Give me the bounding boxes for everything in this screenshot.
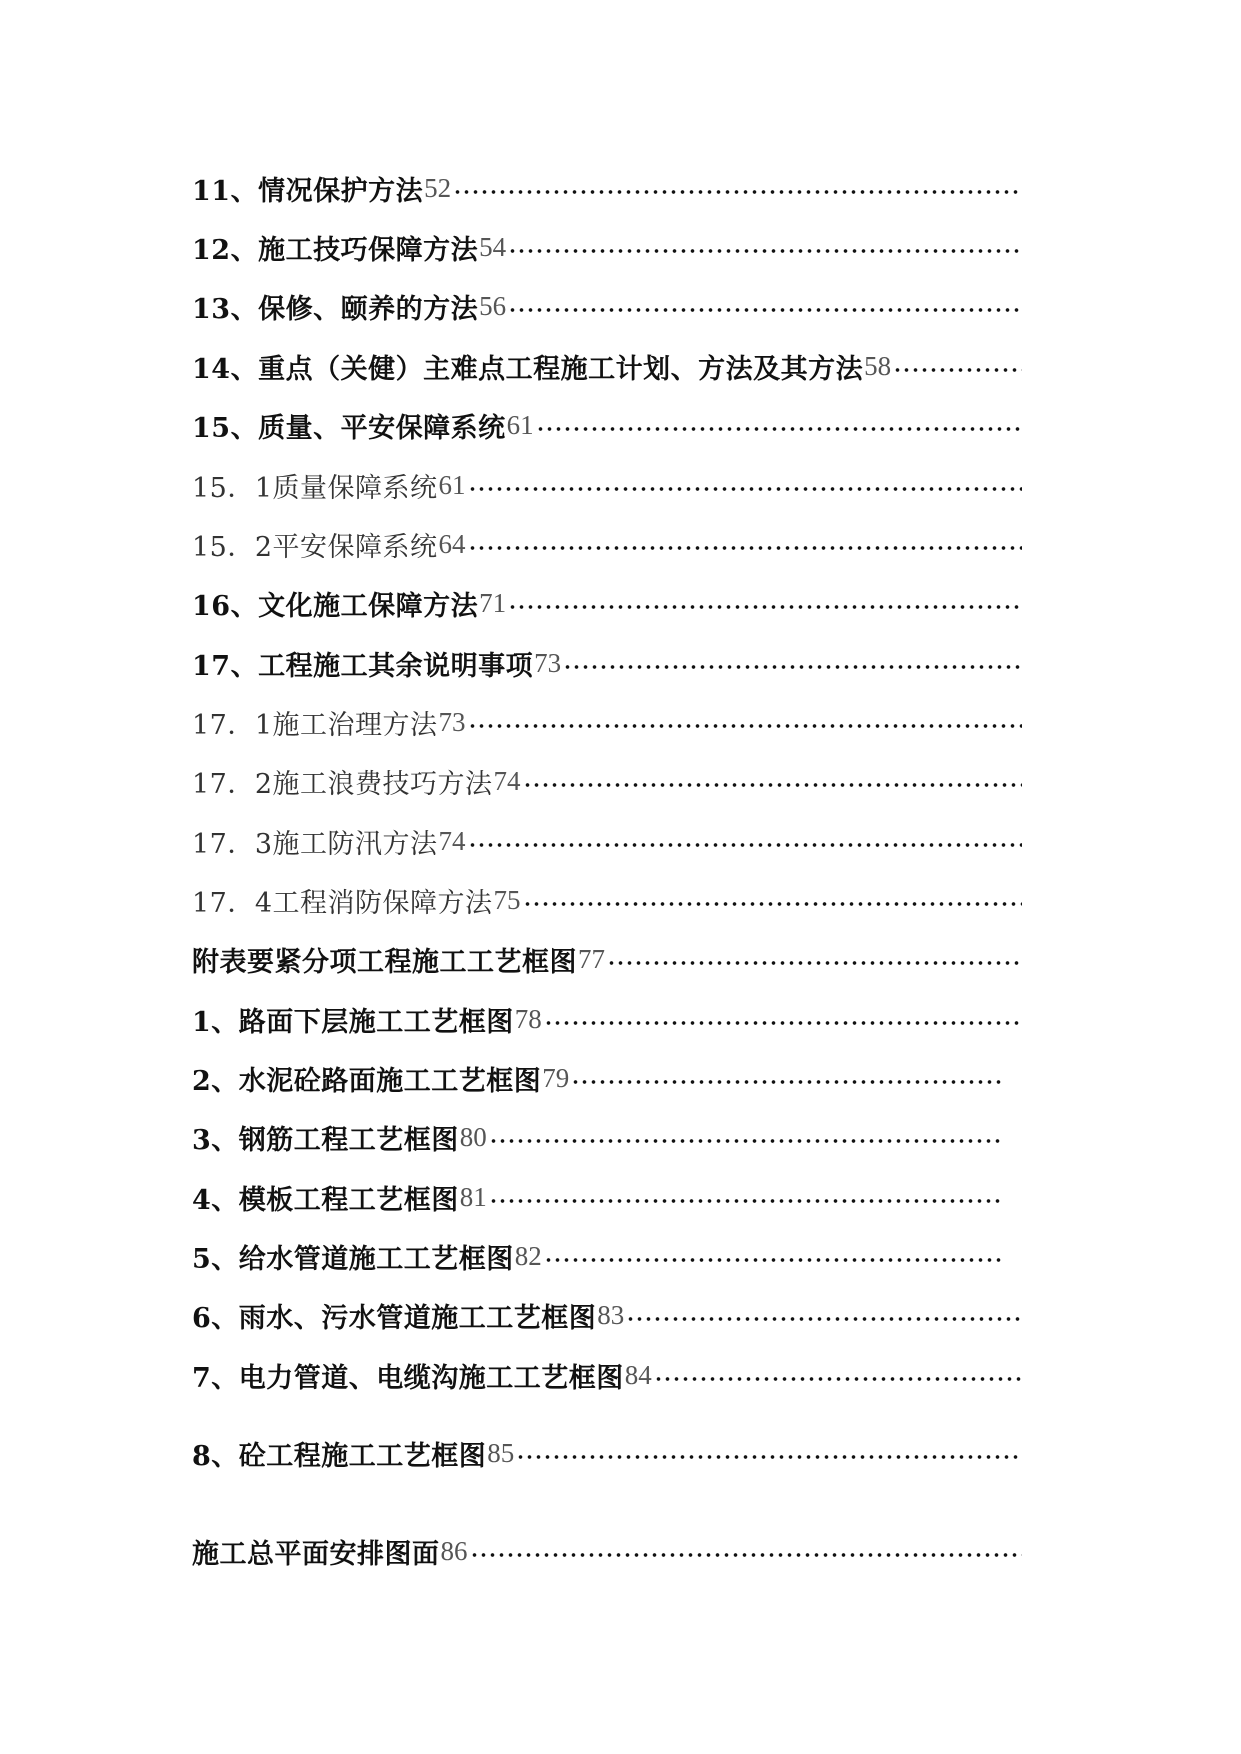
dot-leader	[468, 486, 1022, 492]
toc-entry-page: 86	[440, 1535, 468, 1566]
toc-entry[interactable]	[192, 1177, 1004, 1217]
toc-entry-title: 12、施工技巧保障方法	[192, 234, 479, 266]
toc-entry-title: 17、工程施工其余说明事项	[192, 650, 534, 682]
toc-entry-page: 85	[487, 1437, 515, 1468]
toc-entry[interactable]	[192, 1433, 1022, 1473]
toc-entry-page: 81	[459, 1181, 487, 1212]
toc-entry-title: 附表要紧分项工程施工工艺框图	[192, 946, 577, 978]
toc-entry-title: 2、水泥砼路面施工工艺框图	[192, 1065, 542, 1097]
dot-leader	[544, 1257, 1004, 1263]
toc-entry-page: 52	[424, 172, 452, 203]
toc-entry-title: 17．4工程消防保障方法	[192, 887, 493, 919]
toc-entry-page: 80	[459, 1121, 487, 1152]
dot-leader	[571, 1079, 1004, 1085]
toc-entry[interactable]	[192, 227, 1022, 267]
toc-entry[interactable]	[192, 1117, 1004, 1157]
dot-leader	[468, 545, 1022, 551]
dot-leader	[508, 307, 1022, 313]
dot-leader	[516, 1454, 1022, 1460]
toc-entry-page: 73	[438, 706, 466, 737]
toc-entry-title: 施工总平面安排图面	[192, 1538, 440, 1570]
toc-entry-page: 84	[624, 1359, 652, 1390]
toc-entry-title: 4、模板工程工艺框图	[192, 1184, 459, 1216]
dot-leader	[508, 248, 1022, 254]
toc-entry-page: 77	[578, 943, 605, 974]
toc-entry[interactable]	[192, 465, 1022, 505]
dot-leader	[893, 367, 1022, 373]
toc-entry-page: 75	[493, 884, 521, 915]
toc-entry[interactable]	[192, 761, 1022, 801]
toc-entry-page: 71	[479, 587, 507, 618]
toc-entry-page: 82	[514, 1240, 542, 1271]
toc-entry[interactable]	[192, 1236, 1004, 1276]
toc-entry[interactable]	[192, 1531, 1022, 1571]
toc-entry[interactable]	[192, 702, 1022, 742]
dot-leader	[523, 782, 1022, 788]
toc-entry[interactable]	[192, 524, 1022, 564]
toc-entry-title: 5、给水管道施工工艺框图	[192, 1243, 514, 1275]
dot-leader	[508, 604, 1022, 610]
toc-entry[interactable]	[192, 1295, 1022, 1335]
toc-entry-title: 6、雨水、污水管道施工工艺框图	[192, 1302, 597, 1334]
toc-entry[interactable]	[192, 1058, 1004, 1098]
toc-entry[interactable]	[192, 821, 1022, 861]
dot-leader	[563, 664, 1022, 670]
toc-entry-title: 17．1施工治理方法	[192, 709, 438, 741]
toc-entry[interactable]	[192, 1355, 1022, 1395]
dot-leader	[544, 1020, 1022, 1026]
toc-entry-title: 17．3施工防汛方法	[192, 828, 438, 860]
toc-entry[interactable]	[192, 999, 1022, 1039]
dot-leader	[626, 1316, 1022, 1322]
dot-leader	[453, 189, 1022, 195]
dot-leader	[489, 1198, 1004, 1204]
toc-entry[interactable]	[192, 168, 1022, 208]
toc-entry[interactable]	[192, 346, 1022, 386]
toc-entry-title: 14、重点（关健）主难点工程施工计划、方法及其方法	[192, 353, 864, 385]
toc-entry-page: 64	[438, 528, 466, 559]
toc-entry[interactable]	[192, 880, 1022, 920]
toc-entry[interactable]	[192, 286, 1022, 326]
toc-entry-page: 56	[479, 290, 507, 321]
dot-leader	[523, 901, 1022, 907]
toc-entry-title: 7、电力管道、电缆沟施工工艺框图	[192, 1362, 624, 1394]
toc-entry-title: 15．1质量保障系统	[192, 472, 438, 504]
dot-leader	[536, 426, 1022, 432]
toc-entry[interactable]	[192, 405, 1022, 445]
toc-entry-page: 78	[514, 1003, 542, 1034]
toc-entry-title: 17．2施工浪费技巧方法	[192, 768, 493, 800]
dot-leader	[607, 960, 1022, 966]
toc-entry-title: 15．2平安保障系统	[192, 531, 438, 563]
toc-entry-title: 13、保修、颐养的方法	[192, 293, 479, 325]
dot-leader	[468, 842, 1022, 848]
toc-entry-page: 74	[493, 765, 521, 796]
toc-entry-page: 83	[597, 1299, 625, 1330]
dot-leader	[470, 1552, 1023, 1558]
dot-leader	[654, 1376, 1022, 1382]
toc-entry-page: 61	[438, 469, 466, 500]
toc-entry-title: 8、砼工程施工工艺框图	[192, 1440, 487, 1472]
toc-entry-page: 54	[479, 231, 507, 262]
dot-leader	[468, 723, 1022, 729]
toc-entry-title: 16、文化施工保障方法	[192, 590, 479, 622]
toc-entry-page: 58	[864, 350, 892, 381]
toc-entry-page: 79	[542, 1062, 570, 1093]
toc-entry-page: 61	[506, 409, 534, 440]
toc-entry-title: 11、情况保护方法	[192, 175, 424, 207]
toc-entry-page: 73	[534, 647, 562, 678]
toc-entry-title: 1、路面下层施工工艺框图	[192, 1006, 514, 1038]
toc-entry-title: 15、质量、平安保障系统	[192, 412, 506, 444]
toc-entry[interactable]	[192, 939, 1022, 979]
toc-entry-page: 74	[438, 825, 466, 856]
toc-entry[interactable]	[192, 583, 1022, 623]
dot-leader	[489, 1138, 1004, 1144]
toc-entry[interactable]	[192, 643, 1022, 683]
toc-entry-title: 3、钢筋工程工艺框图	[192, 1124, 459, 1156]
